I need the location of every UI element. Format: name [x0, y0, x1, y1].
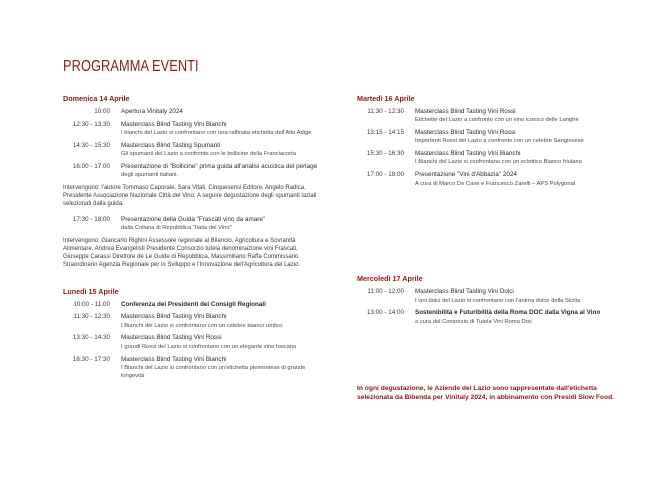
event-name: Masterclass Blind Tasting Vini Dolci: [415, 288, 514, 296]
speakers-note: Intervengono: l'autore Tommaso Caporale, Sara Vitali, Cinquesensi Editore, Angelo Radica, Presidente Associazione Nazionale Città del Vino. A seguire degustazione degli spumanti laziali selezionati dalla guida.: [63, 185, 317, 208]
event-row: [357, 171, 619, 188]
event-name: Masterclass Blind Tasting Vini Rossi: [415, 129, 516, 137]
event-name: Presentazione "Vini d'Abbazia" 2024: [415, 171, 517, 179]
event-time: 17:00 - 18:00: [366, 171, 404, 179]
event-name: Sostenibilità e Futuribilità della Roma DOC dalla Vigna al Vino: [415, 309, 601, 317]
day-heading: Domenica 14 Aprile: [63, 94, 130, 103]
event-time: 14:30 - 15:30: [72, 141, 110, 149]
page-title: PROGRAMMA EVENTI: [63, 58, 199, 75]
event-description: a cura del Consorzio di Tutela Vini Roma Doc: [415, 318, 532, 325]
event-name: Masterclass Blind Tasting Vini Bianchi: [415, 150, 521, 158]
event-name: Masterclass Blind Tasting Vini Rossi: [121, 334, 222, 342]
event-row: [357, 108, 619, 125]
event-description: I grandi Rossi del Lazio si confrontano con un elegante vino toscano: [121, 343, 297, 350]
event-name: Apertura Vinitaly 2024: [121, 108, 183, 115]
event-description: Importanti Rossi del Lazio a confronto con un celebre Sangiovese: [415, 138, 584, 145]
event-description: degli spumanti italiani.: [121, 172, 179, 179]
event-name: Masterclass Blind Tasting Vini Bianchi: [121, 355, 227, 363]
day-heading: Mercoledì 17 Aprile: [357, 274, 423, 284]
day-heading: Martedì 16 Aprile: [357, 94, 415, 103]
highlight-note: In ogni degustazione, le Aziende del Lazio sono rappresentate dall'etichetta selezionata da Bibenda per Vinitaly 2024, in abbinamento con Presidi Slow Food.: [357, 385, 615, 401]
event-row: [63, 216, 325, 233]
event-description: Gli spumanti del Lazio a confronto con le bollicine della Franciacorta: [121, 151, 296, 158]
event-row: [357, 309, 619, 326]
event-name: Presentazione di "Bollicine" prima guida all'analisi acustica del perlage: [121, 162, 318, 170]
event-row: [63, 301, 325, 309]
event-name: Conferenza dei Presidenti dei Consigli Regionali: [121, 300, 266, 308]
event-row: [63, 356, 325, 381]
event-time: 13:30 - 14:30: [72, 334, 110, 342]
event-description: Etichette del Lazio a confronto con un vino iconico delle Langhe: [415, 117, 579, 124]
event-name: Masterclass Blind Tasting Vini Bianchi: [121, 313, 227, 321]
event-time: 10:00: [94, 108, 110, 115]
event-description: I bianchi del Lazio si confrontano con una raffinata etichetta dell'Alto Adige: [121, 130, 312, 137]
event-time: 16:30 - 17:30: [72, 355, 110, 363]
speakers-note: Intervengono: Giancarlo Righini Assessore regionale al Bilancio, Agricoltura e Sovranità Alimentare, Andrea Evangelisti Presidente Consorzio tutela denominazione vini Frascati, Giuseppe Carassi Direttore de Le Guide di Repubblica, Massimiliano Raffa Commissario Straordinario Agenzia Regionale per lo Sviluppo e l'Innovazione dell'Agricoltura del Lazio.: [63, 237, 301, 269]
event-row: [63, 121, 325, 138]
event-row: [63, 334, 325, 351]
event-time: 12:30 - 13:30: [72, 120, 110, 128]
event-description: A cura di Marco De Cave e Francesco Zarelli – APS Polygonal: [415, 180, 576, 187]
event-description: dalla Collana di Repubblica "Italia del Vino": [121, 224, 232, 231]
event-time: 13:00 - 14:00: [366, 309, 404, 317]
event-row: [357, 129, 619, 146]
event-name: Masterclass Blind Tasting Vini Rossi: [415, 108, 516, 115]
left-column: [63, 94, 325, 385]
event-description: I Bianchi del Lazio si confrontano con un'etichetta piemontese di grande longevità: [121, 364, 306, 380]
event-row: [357, 150, 619, 167]
event-time: 16:00 - 17:00: [72, 162, 110, 170]
event-name: Masterclass Blind Tasting Vini Bianchi: [121, 120, 227, 128]
event-time: 11:30 - 12:30: [73, 313, 110, 321]
event-row: [63, 163, 325, 180]
event-row: [357, 288, 619, 305]
event-time: 17:30 - 18:00: [72, 215, 110, 223]
event-time: 13:15 - 14:15: [366, 129, 404, 137]
event-time: 11:00 - 12:00: [367, 288, 404, 296]
event-time: 10:00 - 11:00: [73, 300, 110, 308]
event-description: I vini dolci del Lazio si confrontano con l'anima dolce della Sicilia: [415, 297, 581, 304]
day-heading: Lunedì 15 Aprile: [63, 286, 119, 296]
event-time: 11:30 - 12:30: [367, 108, 404, 115]
event-row: [63, 108, 325, 116]
event-name: Masterclass Blind Tasting Spumanti: [121, 141, 221, 149]
right-column: [357, 94, 619, 331]
event-row: [63, 313, 325, 330]
event-time: 15:30 - 16:30: [366, 150, 404, 158]
event-description: I Bianchi del Lazio si confrontano con un eclettico Bianco friulano: [415, 159, 582, 166]
event-description: I Bianchi del Lazio si confrontano con un celebre bianco umbro: [121, 322, 283, 329]
event-name: Presentazione della Guida "Frascati vino da amare": [121, 215, 266, 223]
event-row: [63, 142, 325, 159]
